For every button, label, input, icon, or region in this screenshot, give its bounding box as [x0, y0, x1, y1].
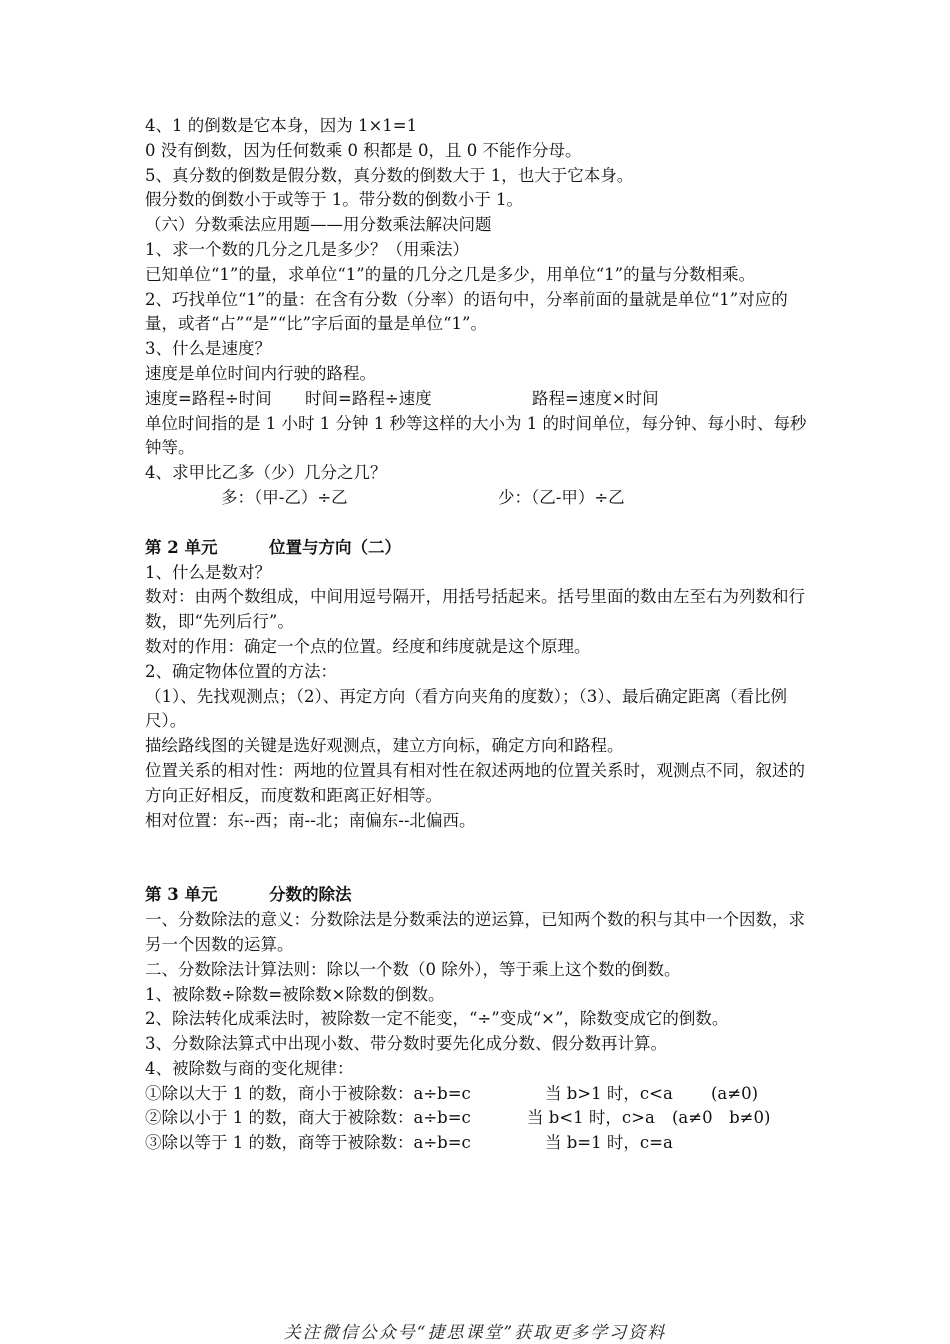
formula-more: 多：（甲-乙）÷乙 [221, 487, 348, 507]
text-line: 4、求甲比乙多（少）几分之几？ [145, 463, 387, 483]
text-paragraph: 2、巧找单位“1”的量：在含有分数（分率）的语句中，分率前面的量就是单位“1”对应的量，或者“占”“是”“比”字后面的量是单位“1”。 [145, 289, 788, 334]
unit-number: 第 3 单元 [145, 885, 218, 905]
rule-constraint: (a≠0) [711, 1083, 759, 1103]
rule-constraint: (a≠0 b≠0) [672, 1108, 771, 1128]
text-line: 速度是单位时间内行驶的路程。 [145, 363, 376, 383]
text-paragraph: 一、分数除法的意义：分数除法是分数乘法的逆运算，已知两个数的积与其中一个因数，求另一个因数的运算。 [145, 910, 805, 954]
text-paragraph: 单位时间指的是 1 小时 1 分钟 1 秒等这样的大小为 1 的时间单位，每分钟、每小时、每秒钟等。 [145, 413, 807, 458]
rule-line [145, 1082, 815, 1107]
text-paragraph: 2、除法转化成乘法时，被除数一定不能变，“÷”变成“×”，除数变成它的倒数。 [145, 1009, 729, 1029]
formula-less: 少：（乙-甲）÷乙 [498, 487, 625, 507]
text-line: 相对位置：东--西；南--北；南偏东--北偏西。 [145, 810, 476, 830]
text-line: 二、分数除法计算法则：除以一个数（0 除外），等于乘上这个数的倒数。 [145, 959, 681, 979]
text-paragraph: 位置关系的相对性：两地的位置具有相对性在叙述两地的位置关系时，观测点不同，叙述的方向正好相反，而度数和距离正好相等。 [145, 760, 805, 805]
text-line: 0 没有倒数，因为任何数乘 0 积都是 0，且 0 不能作分母。 [145, 140, 582, 160]
text-line: 4、被除数与商的变化规律： [145, 1058, 354, 1078]
text-line: 1、什么是数对？ [145, 562, 271, 582]
formula-line [145, 387, 815, 412]
text-line: 2、确定物体位置的方法： [145, 661, 337, 681]
rule-statement: ③除以等于 1 的数，商等于被除数：a÷b=c [145, 1133, 471, 1153]
unit-heading [145, 883, 815, 908]
unit-title: 分数的除法 [269, 885, 352, 905]
document-body [145, 114, 815, 1156]
unit-number: 第 2 单元 [145, 537, 218, 557]
text-paragraph: （1）、先找观测点；（2）、再定方向（看方向夹角的度数）；（3）、最后确定距离（看比例尺）。 [145, 686, 787, 731]
text-line: 假分数的倒数小于或等于 1。带分数的倒数小于 1。 [145, 190, 523, 210]
rule-condition: 当 b>1 时，c<a [545, 1083, 673, 1103]
unit-title: 位置与方向（二） [269, 537, 401, 557]
footer-watermark: 关注微信公众号“捷思课堂”获取更多学习资料 [283, 1323, 667, 1343]
formula-time: 时间=路程÷速度 [305, 388, 432, 408]
text-line: 3、分数除法算式中出现小数、带分数时要先化成分数、假分数再计算。 [145, 1034, 667, 1054]
rule-statement: ②除以小于 1 的数，商大于被除数：a÷b=c [145, 1108, 471, 1128]
rule-line [145, 1106, 815, 1131]
text-line: 1、求一个数的几分之几是多少？（用乘法） [145, 239, 469, 259]
rule-condition: 当 b=1 时，c=a [545, 1133, 673, 1153]
text-line: 4、1 的倒数是它本身，因为 1×1=1 [145, 116, 418, 135]
text-paragraph: 数对：由两个数组成，中间用逗号隔开，用括号括起来。括号里面的数由左至右为列数和行数，即“先列后行”。 [145, 587, 805, 632]
text-line: 3、什么是速度？ [145, 339, 271, 359]
formula-distance: 路程=速度×时间 [532, 388, 659, 408]
text-paragraph: 已知单位“1”的量，求单位“1”的量的几分之几是多少，用单位“1”的量与分数相乘。 [145, 264, 756, 284]
text-line: 1、被除数÷除数=被除数×除数的倒数。 [145, 984, 445, 1004]
rule-condition: 当 b<1 时，c>a [527, 1108, 655, 1128]
formula-speed: 速度=路程÷时间 [145, 388, 272, 408]
rule-statement: ①除以大于 1 的数，商小于被除数：a÷b=c [145, 1083, 471, 1103]
rule-line [145, 1131, 815, 1156]
text-line: 数对的作用：确定一个点的位置。经度和纬度就是这个原理。 [145, 636, 591, 656]
unit-heading [145, 536, 815, 561]
text-line: 描绘路线图的关键是选好观测点，建立方向标，确定方向和路程。 [145, 736, 624, 756]
text-line: 5、真分数的倒数是假分数，真分数的倒数大于 1，也大于它本身。 [145, 165, 634, 185]
subsection-title: （六）分数乘法应用题——用分数乘法解决问题 [145, 215, 492, 235]
formula-line [145, 486, 815, 511]
